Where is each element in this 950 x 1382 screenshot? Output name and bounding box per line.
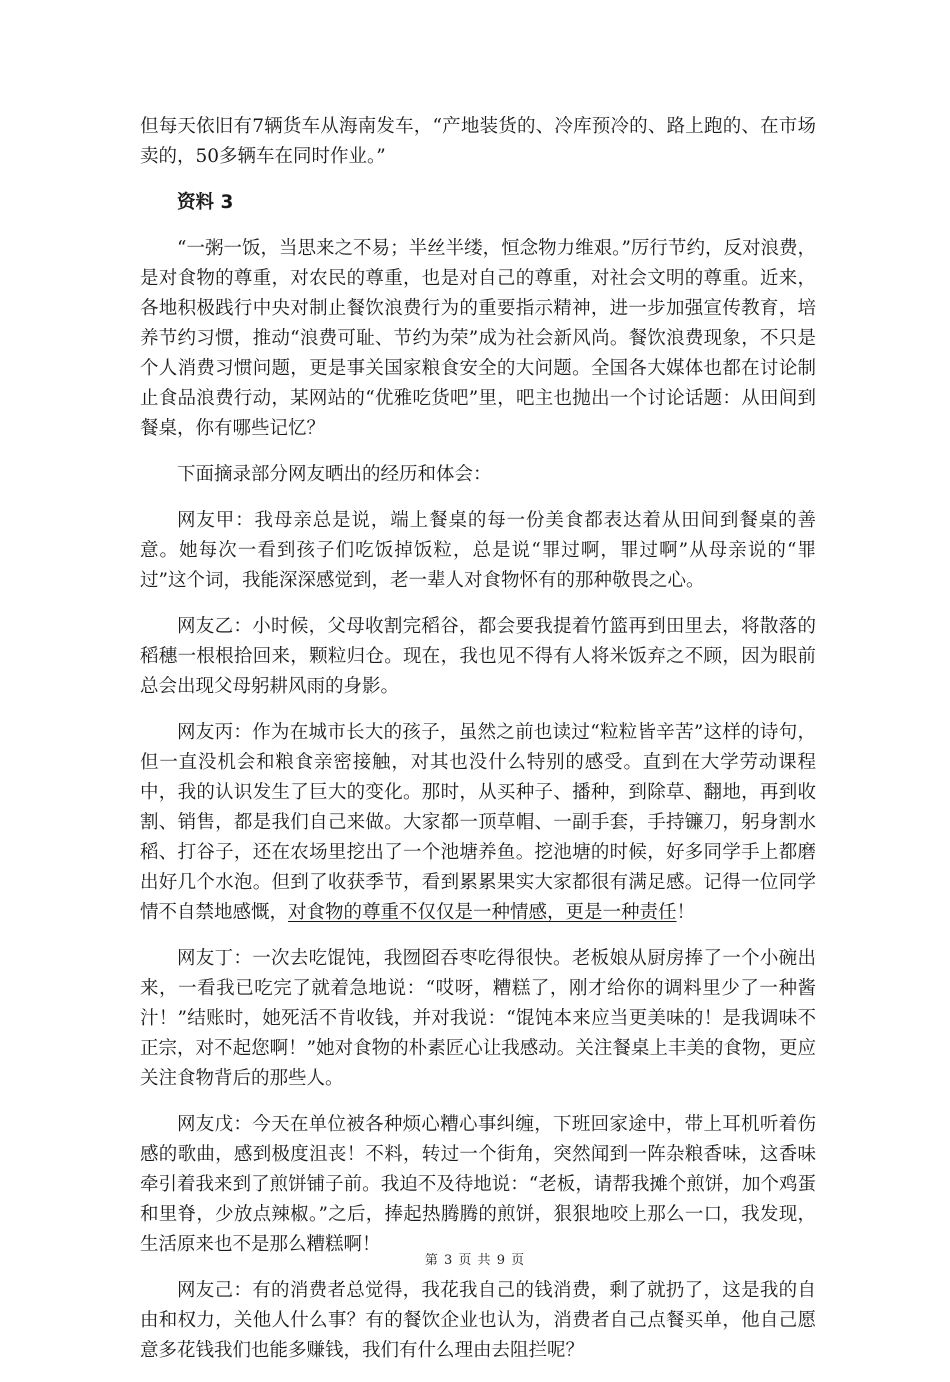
intro-paragraph: “一粥一饭，当思来之不易；半丝半缕，恒念物力维艰。”厉行节约，反对浪费，是对食物的尊重，对农民的尊重，也是对自己的尊重，对社会文明的尊重。近来，各地积极践行中央对制止餐饮浪费行为的重要指示精神，进一步加强宣传教育，培养节约习惯，推动“浪费可耻、节约为荣”成为社会新风尚。餐饮浪费现象，不只是个人消费习惯问题，更是事关国家粮食安全的大问题。全国各大媒体也都在讨论制止食品浪费行动，某网站的“优雅吃货吧”里，吧主也抛出一个讨论话题：从田间到餐桌，你有哪些记忆？: [140, 238, 816, 439]
netizen-f-paragraph: 网友己：有的消费者总觉得，我花我自己的钱消费，剩了就扔了，这是我的自由和权力，关他人什么事？有的餐饮企业也认为，消费者自己点餐买单，他自己愿意多花钱我们也能多赚钱，我们有什么理由去阻拦呢？: [140, 1280, 816, 1361]
section-heading: 资料 3: [177, 192, 234, 213]
netizen-a-paragraph: 网友甲：我母亲总是说，端上餐桌的每一份美食都表达着从田间到餐桌的善意。她每次一看到孩子们吃饭掉饭粒，总是说“罪过啊，罪过啊”从母亲说的“罪过”这个词，我能深深感觉到，老一辈人对食物怀有的那种敬畏之心。: [140, 510, 816, 591]
continued-paragraph: 但每天依旧有7辆货车从海南发车，“产地装货的、冷库预冷的、路上跑的、在市场卖的，50多辆车在同时作业。”: [140, 116, 816, 167]
netizen-b-paragraph: 网友乙：小时候，父母收割完稻谷，都会要我提着竹篮再到田里去，将散落的稻穗一根根拾回来，颗粒归仓。现在，我也见不得有人将米饭弃之不顾，因为眼前总会出现父母躬耕风雨的身影。: [140, 616, 816, 697]
netizen-c-end: ！: [676, 902, 696, 923]
underlined-quote: 对食物的尊重不仅仅是一种情感，更是一种责任: [288, 902, 677, 923]
netizen-c-paragraph: [140, 718, 816, 928]
netizen-e-paragraph: 网友戊：今天在单位被各种烦心糟心事纠缠，下班回家途中，带上耳机听着伤感的歌曲，感到极度沮丧！不料，转过一个街角，突然闻到一阵杂粮香味，这香味牵引着我来到了煎饼铺子前。我迫不及待地说：“老板，请帮我摊个煎饼，加个鸡蛋和里脊，少放点辣椒。”之后，捧起热腾腾的煎饼，狠狠地咬上那么一口，我发现，生活原来也不是那么糟糕啊！: [140, 1114, 816, 1255]
netizen-c-text: 网友丙：作为在城市长大的孩子，虽然之前也读过“粒粒皆辛苦”这样的诗句，但一直没机会和粮食亲密接触，对其也没什么特别的感受。直到在大学劳动课程中，我的认识发生了巨大的变化。那时，从买种子、播种，到除草、翻地，再到收割、销售，都是我们自己来做。大家都一顶草帽、一副手套，手持镰刀，躬身割水稻、打谷子，还在农场里挖出了一个池塘养鱼。挖池塘的时候，好多同学手上都磨出好几个水泡。但到了收获季节，看到累累果实大家都很有满足感。记得一位同学情不自禁地感慨，: [140, 722, 816, 923]
excerpt-intro-paragraph: 下面摘录部分网友晒出的经历和体会：: [177, 464, 492, 485]
netizen-d-paragraph: 网友丁：一次去吃馄饨，我囫囵吞枣吃得很快。老板娘从厨房捧了一个小碗出来，一看我已吃完了就着急地说：“哎呀，糟糕了，刚才给你的调料里少了一种酱汁！”结账时，她死活不肯收钱，并对我说：“馄饨本来应当更美味的！是我调味不正宗，对不起您啊！”她对食物的朴素匠心让我感动。关注餐桌上丰美的食物，更应关注食物背后的那些人。: [140, 948, 816, 1089]
document-body: [140, 112, 816, 1382]
page-number-footer: 第 3 页 共 9 页: [424, 1253, 526, 1268]
